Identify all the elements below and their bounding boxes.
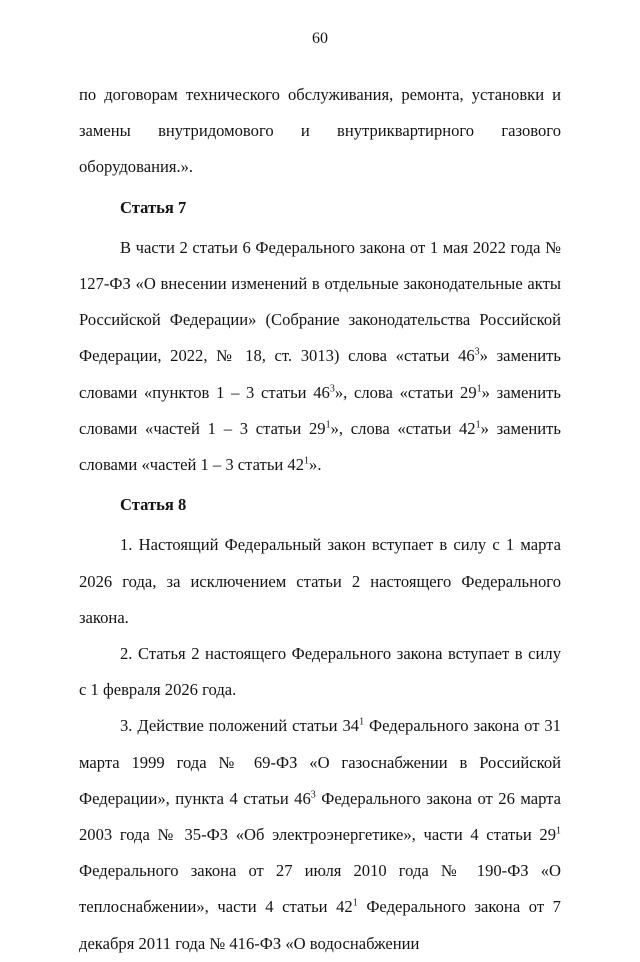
superscript: 1: [352, 897, 358, 909]
text-run: Федерального закона от 7 декабря 2011 года № 416-ФЗ «О водоснабжении: [79, 897, 561, 953]
text-run: » заменить словами «частей 1 – 3 статьи 42: [79, 418, 561, 475]
text-run: », слова «статьи 42: [330, 418, 476, 438]
superscript: 1: [556, 825, 561, 837]
text-run: Федерального закона от 27 июля 2010 года № 190-ФЗ «О теплоснабжении», части 4 статьи 42: [79, 861, 561, 917]
text-run: Федерального закона от 26 марта 2003 года № 35-ФЗ «Об электроэнергетике», части 4 статьи 29: [79, 788, 561, 845]
text-run: » заменить словами «пунктов 1 – 3 статьи 46: [79, 346, 561, 402]
superscript: 1: [476, 383, 482, 395]
page-number: 60: [312, 30, 328, 47]
text-run: », слова «статьи 29: [334, 382, 477, 402]
text-run: ».: [309, 455, 322, 475]
paragraph-text: по договорам технического обслуживания, ремонта, установки и замены внутридомового и внутриквартирного газового оборудования.».: [79, 85, 561, 177]
superscript: 1: [475, 419, 481, 431]
article-8-paragraph-1: 1. Настоящий Федеральный закон вступает в силу с 1 марта 2026 года, за исключением статьи 2 настоящего Федерального закона.: [79, 535, 561, 627]
superscript: 3: [474, 346, 480, 358]
superscript: 1: [359, 716, 365, 728]
article-8-heading: Статья 8: [120, 495, 187, 515]
superscript: 3: [310, 789, 316, 801]
document-body: [79, 77, 561, 962]
article-8-paragraph-3: [79, 708, 561, 961]
paragraph-continuation: [79, 77, 561, 186]
superscript: 1: [304, 455, 310, 467]
superscript: 1: [325, 419, 331, 431]
text-run: » заменить словами «частей 1 – 3 статьи 29: [79, 382, 562, 438]
article-8-paragraph-2: 2. Статья 2 настоящего Федерального закона вступает в силу с 1 февраля 2026 года.: [79, 644, 561, 700]
article-7-heading: Статья 7: [120, 197, 187, 217]
article-7-paragraph: [79, 230, 561, 483]
text-run: В части 2 статьи 6 Федерального закона от 1 мая 2022 года № 127-ФЗ «О внесении изменений в отдельные законодательные акты Российской Федерации» (Собрание законодательства Российской Федерации, 2022, № 18, ст. 3013) слова «статьи 46: [79, 237, 561, 366]
text-run: Федерального закона от 31 марта 1999 года № 69-ФЗ «О газоснабжении в Российской Федерации», пункта 4 статьи 46: [79, 716, 561, 808]
text-run: 3. Действие положений статьи 34: [120, 716, 360, 736]
superscript: 3: [329, 383, 335, 395]
